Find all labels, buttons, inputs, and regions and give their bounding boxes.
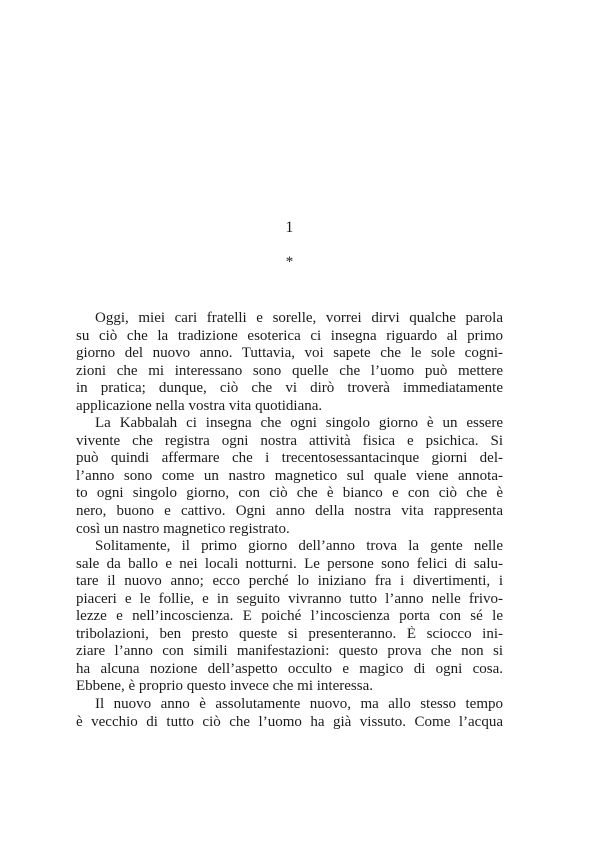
text-line: applicazione nella vostra vita quotidiana. xyxy=(76,397,323,414)
text-line: Il nuovo anno è assolutamente nuovo, ma allo stesso tempo xyxy=(95,696,503,713)
text-line: Oggi, miei cari fratelli e sorelle, vorrei dirvi qualche parola xyxy=(95,310,503,326)
text-line: su ciò che la tradizione esoterica ci insegna riguardo al primo xyxy=(76,327,503,344)
text-line: Ebbene, è proprio questo invece che mi interessa. xyxy=(76,678,373,695)
text-line: in pratica; dunque, ciò che vi dirò troverà immediatamente xyxy=(76,380,503,397)
text-line: to ogni singolo giorno, con ciò che è bianco e con ciò che è xyxy=(76,485,503,502)
text-line: può quindi affermare che i trecentosessantacinque giorni del- xyxy=(76,450,503,467)
paragraph xyxy=(76,696,503,731)
text-line: Solitamente, il primo giorno dell’anno trova la gente nelle xyxy=(95,538,503,555)
text-line: ziare l’anno con simili manifestazioni: questo prova che non si xyxy=(76,643,503,660)
text-line: così un nastro magnetico registrato. xyxy=(76,520,290,537)
text-line: ha alcuna nozione dell’aspetto occulto e magico di ogni cosa. xyxy=(76,660,503,677)
text-line: l’anno sono come un nastro magnetico sul quale viene annota- xyxy=(76,467,503,484)
chapter-number: 1 xyxy=(285,219,294,236)
body-text xyxy=(76,310,503,731)
paragraph xyxy=(76,415,503,538)
text-line: vivente che registra ogni nostra attività fisica e psichica. Si xyxy=(76,432,503,449)
text-line: lezze e nell’incoscienza. E poiché l’incoscienza porta con sé le xyxy=(76,608,503,625)
text-line: nero, buono e cattivo. Ogni anno della nostra vita rappresenta xyxy=(76,503,503,520)
text-line: zioni che mi interessano sono quelle che l’uomo può mettere xyxy=(76,362,503,379)
text-line: giorno del nuovo anno. Tuttavia, voi sapete che le sole cogni- xyxy=(76,345,503,362)
paragraph xyxy=(76,538,503,696)
text-line: è vecchio di tutto ciò che l’uomo ha già vissuto. Come l’acqua xyxy=(76,713,503,730)
paragraph xyxy=(76,310,503,415)
text-line: tribolazioni, ben presto queste si presenteranno. È sciocco ini- xyxy=(76,625,503,642)
text-line: piaceri e le follie, e in seguito vivranno tutto l’anno nelle frivo- xyxy=(76,590,503,607)
text-line: La Kabbalah ci insegna che ogni singolo giorno è un essere xyxy=(95,415,503,432)
text-line: sale da ballo e nei locali notturni. Le persone sono felici di salu- xyxy=(76,555,503,572)
section-marker: * xyxy=(285,254,294,270)
text-line: tare il nuovo anno; ecco perché lo iniziano fra i divertimenti, i xyxy=(76,573,503,590)
